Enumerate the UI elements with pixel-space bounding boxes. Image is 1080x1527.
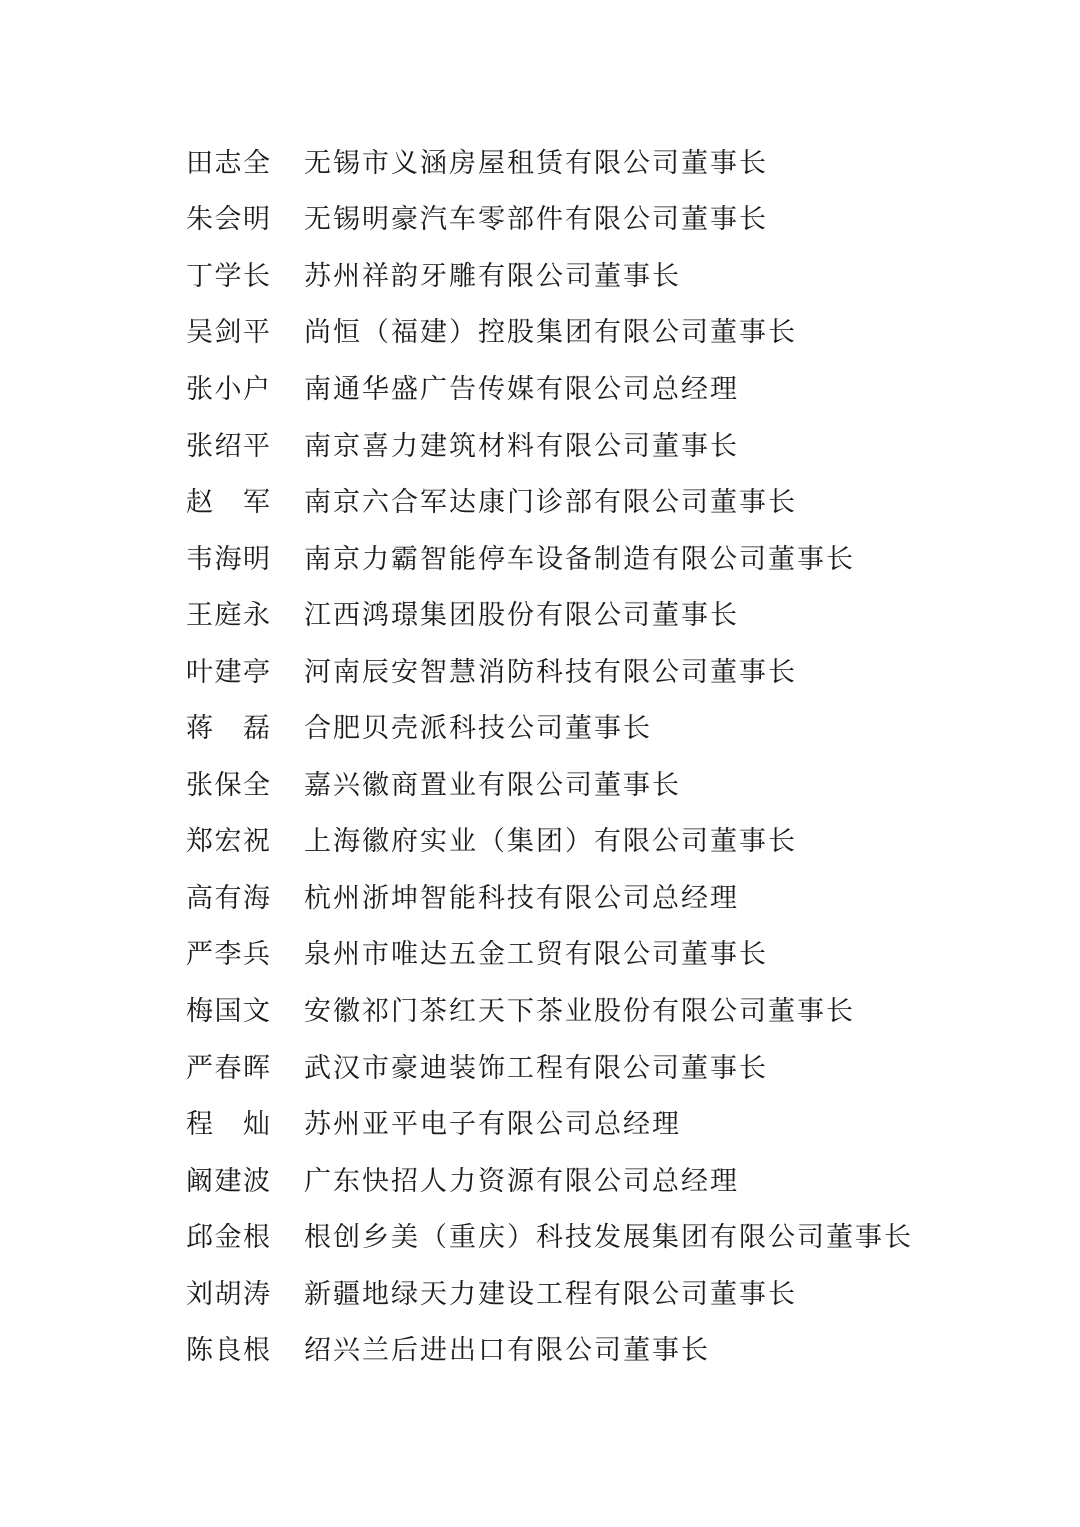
list-item bbox=[186, 302, 966, 359]
company-title: 南京六合军达康门诊部有限公司董事长 bbox=[304, 487, 797, 519]
person-name: 高 有 海 bbox=[186, 882, 270, 914]
list-item bbox=[186, 584, 966, 641]
company-title: 上海徽府实业（集团）有限公司董事长 bbox=[304, 826, 797, 858]
list-item bbox=[186, 1206, 966, 1263]
list-item bbox=[186, 1150, 966, 1207]
person-name: 王 庭 永 bbox=[186, 600, 270, 632]
person-name: 严 李 兵 bbox=[186, 939, 270, 971]
person-name: 韦 海 明 bbox=[186, 543, 270, 575]
person-name: 叶 建 亭 bbox=[186, 656, 270, 688]
person-name: 梅 国 文 bbox=[186, 995, 270, 1027]
person-name: 吴 剑 平 bbox=[186, 317, 270, 349]
list-item bbox=[186, 245, 966, 302]
company-title: 尚恒（福建）控股集团有限公司董事长 bbox=[304, 317, 797, 349]
list-item bbox=[186, 811, 966, 868]
company-title: 合肥贝壳派科技公司董事长 bbox=[304, 713, 652, 745]
company-title: 无锡明豪汽车零部件有限公司董事长 bbox=[304, 204, 768, 236]
name-list bbox=[186, 132, 966, 1376]
person-name: 程 灿 bbox=[186, 1109, 270, 1141]
list-item bbox=[186, 1037, 966, 1094]
company-title: 南京喜力建筑材料有限公司董事长 bbox=[304, 430, 739, 462]
company-title: 苏州祥韵牙雕有限公司董事长 bbox=[304, 260, 681, 292]
list-item bbox=[186, 132, 966, 189]
person-name: 张 小 户 bbox=[186, 373, 270, 405]
list-item bbox=[186, 528, 966, 585]
company-title: 绍兴兰后进出口有限公司董事长 bbox=[304, 1335, 710, 1367]
person-name: 丁 学 长 bbox=[186, 260, 270, 292]
person-name: 张 保 全 bbox=[186, 769, 270, 801]
person-name: 刘 胡 涛 bbox=[186, 1278, 270, 1310]
person-name: 蒋 磊 bbox=[186, 713, 270, 745]
person-name: 严 春 晖 bbox=[186, 1052, 270, 1084]
list-item bbox=[186, 924, 966, 981]
person-name: 朱 会 明 bbox=[186, 204, 270, 236]
list-item bbox=[186, 1319, 966, 1376]
company-title: 江西鸿璟集团股份有限公司董事长 bbox=[304, 600, 739, 632]
company-title: 南通华盛广告传媒有限公司总经理 bbox=[304, 373, 739, 405]
company-title: 新疆地绿天力建设工程有限公司董事长 bbox=[304, 1278, 797, 1310]
person-name: 陈 良 根 bbox=[186, 1335, 270, 1367]
person-name: 邱 金 根 bbox=[186, 1222, 270, 1254]
person-name: 郑 宏 祝 bbox=[186, 826, 270, 858]
list-item bbox=[186, 358, 966, 415]
list-item bbox=[186, 471, 966, 528]
list-item bbox=[186, 980, 966, 1037]
company-title: 苏州亚平电子有限公司总经理 bbox=[304, 1109, 681, 1141]
company-title: 无锡市义涵房屋租赁有限公司董事长 bbox=[304, 147, 768, 179]
list-item bbox=[186, 415, 966, 472]
company-title: 河南辰安智慧消防科技有限公司董事长 bbox=[304, 656, 797, 688]
company-title: 杭州浙坤智能科技有限公司总经理 bbox=[304, 882, 739, 914]
company-title: 嘉兴徽商置业有限公司董事长 bbox=[304, 769, 681, 801]
company-title: 广东快招人力资源有限公司总经理 bbox=[304, 1165, 739, 1197]
person-name: 张 绍 平 bbox=[186, 430, 270, 462]
company-title: 根创乡美（重庆）科技发展集团有限公司董事长 bbox=[304, 1222, 913, 1254]
company-title: 安徽祁门茶红天下茶业股份有限公司董事长 bbox=[304, 995, 855, 1027]
company-title: 泉州市唯达五金工贸有限公司董事长 bbox=[304, 939, 768, 971]
person-name: 阚 建 波 bbox=[186, 1165, 270, 1197]
company-title: 南京力霸智能停车设备制造有限公司董事长 bbox=[304, 543, 855, 575]
list-item bbox=[186, 1093, 966, 1150]
person-name: 赵 军 bbox=[186, 487, 270, 519]
person-name: 田 志 全 bbox=[186, 147, 270, 179]
list-item bbox=[186, 189, 966, 246]
list-item bbox=[186, 754, 966, 811]
list-item bbox=[186, 867, 966, 924]
list-item bbox=[186, 1263, 966, 1320]
list-item bbox=[186, 697, 966, 754]
company-title: 武汉市豪迪装饰工程有限公司董事长 bbox=[304, 1052, 768, 1084]
list-item bbox=[186, 641, 966, 698]
